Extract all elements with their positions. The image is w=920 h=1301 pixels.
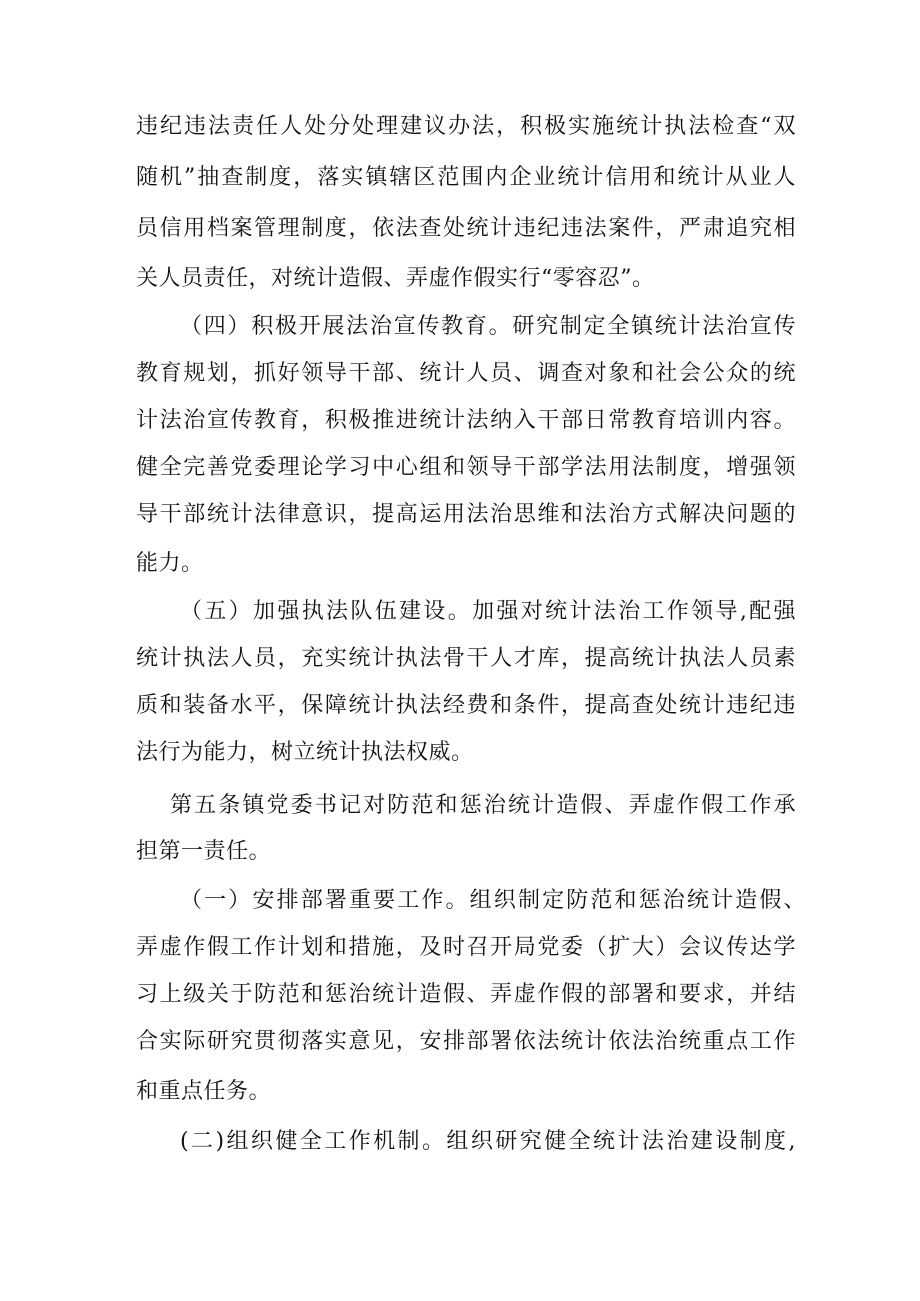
text-line: 随机”抽查制度，落实镇辖区范围内企业统计信用和统计从业人 [136, 165, 796, 190]
section-heading-line: （一）安排部署重要工作。组织制定防范和惩治统计造假、 [180, 888, 806, 913]
text-line: 习上级关于防范和惩治统计造假、弄虚作假的部署和要求，并结 [136, 982, 796, 1007]
text-line: 导干部统计法律意识，提高运用法治思维和法治方式解决问题的 [136, 502, 796, 527]
text-line: 健全完善党委理论学习中心组和领导干部学法用法制度，增强领 [136, 455, 796, 480]
text-line: 员信用档案管理制度，依法查处统计违纪违法案件，严肃追究相 [136, 216, 796, 241]
text-line: 教育规划，抓好领导干部、统计人员、调查对象和社会公众的统 [136, 361, 796, 386]
text-line: 法行为能力，树立统计执法权威。 [136, 740, 474, 765]
section-heading-line: （四）积极开展法治宣传教育。研究制定全镇统计法治宣传 [180, 314, 796, 339]
section-heading-line: （五）加强执法队伍建设。加强对统计法治工作领导,配强 [180, 599, 796, 624]
text-line: 合实际研究贯彻落实意见，安排部署依法统计依法治统重点工作 [136, 1029, 796, 1054]
text-line: 弄虚作假工作计划和措施，及时召开局党委（扩大）会议传达学 [136, 935, 796, 960]
text-line: 计法治宣传教育，积极推进统计法纳入干部日常教育培训内容。 [136, 408, 796, 433]
text-line: 能力。 [136, 551, 204, 576]
text-line: 违纪违法责任人处分处理建议办法，积极实施统计执法检查“双 [136, 114, 796, 139]
text-line: 统计执法人员，充实统计执法骨干人才库，提高统计执法人员素 [136, 646, 796, 671]
section-heading-line: (二)组织健全工作机制。组织研究健全统计法治建设制度, [180, 1129, 796, 1154]
text-line: 质和装备水平，保障统计执法经费和条件，提高查处统计违纪违 [136, 693, 796, 718]
text-line: 和重点任务。 [136, 1079, 272, 1104]
text-line: 关人员责任，对统计造假、弄虚作假实行“零容忍”。 [136, 266, 655, 291]
article-heading-line: 第五条镇党委书记对防范和惩治统计造假、弄虚作假工作承 [170, 793, 796, 818]
text-line: 担第一责任。 [136, 839, 272, 864]
